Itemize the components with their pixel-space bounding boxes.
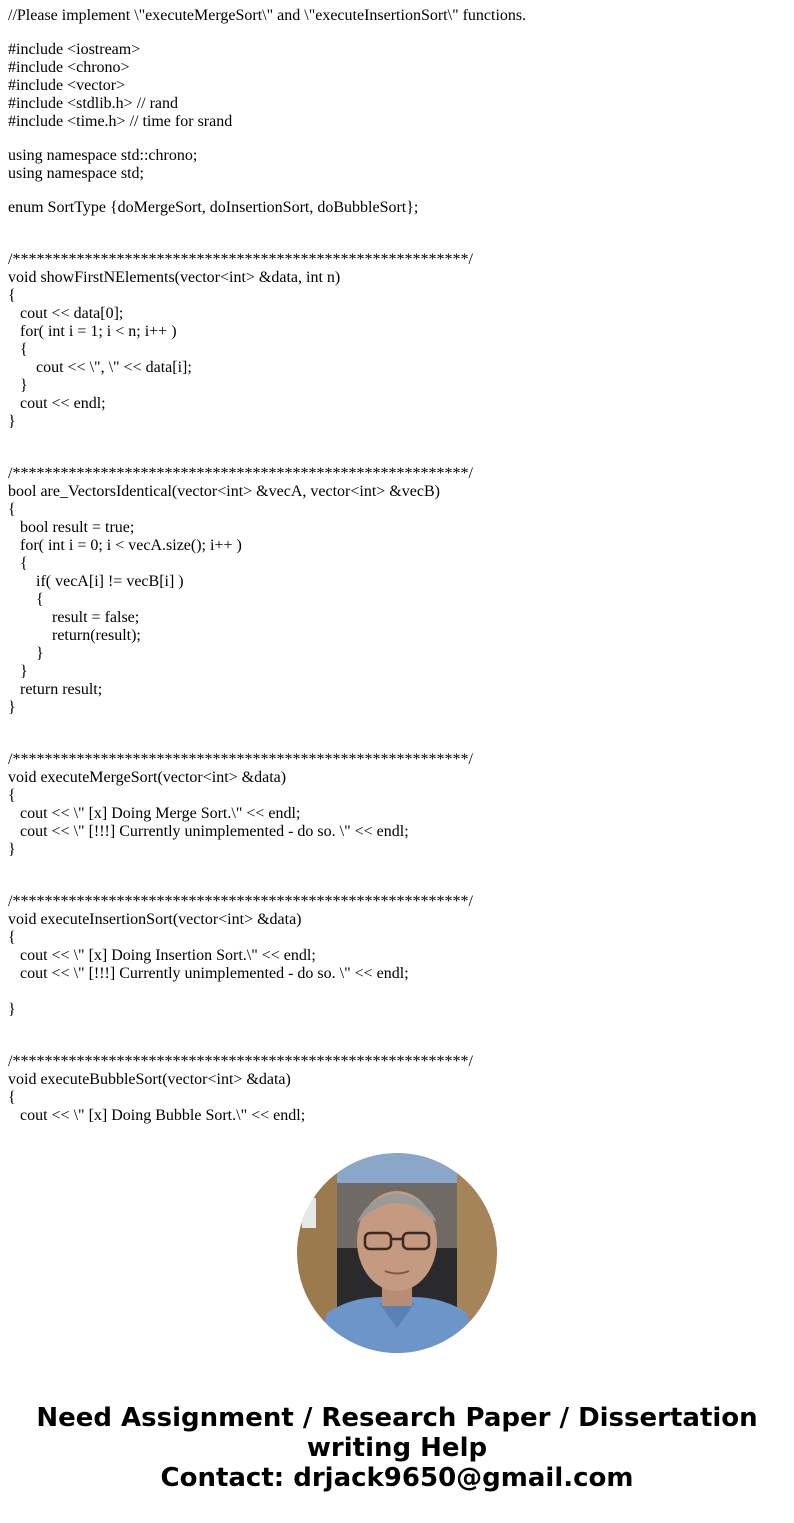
code-line: result = false; xyxy=(8,609,140,626)
code-line: cout << \" [!!!] Currently unimplemented - do so. \" << endl; xyxy=(8,965,409,982)
separator-line: /*********************************************************/ xyxy=(8,751,473,768)
code-document xyxy=(8,7,788,1125)
code-line: } xyxy=(8,699,16,716)
include-line: #include <stdlib.h> // rand xyxy=(8,95,179,112)
code-line: cout << endl; xyxy=(8,395,106,412)
code-line: { xyxy=(8,555,28,572)
code-line: bool are_VectorsIdentical(vector<int> &vecA, vector<int> &vecB) xyxy=(8,483,440,500)
code-line: { xyxy=(8,929,16,946)
portrait-image xyxy=(297,1153,497,1353)
code-line: void executeMergeSort(vector<int> &data) xyxy=(8,769,287,786)
contact-banner xyxy=(0,1403,794,1493)
separator-line: /*********************************************************/ xyxy=(8,465,473,482)
code-line: return result; xyxy=(8,681,103,698)
using-line: using namespace std::chrono; xyxy=(8,147,198,164)
code-line: for( int i = 0; i < vecA.size(); i++ ) xyxy=(8,537,242,554)
code-line: { xyxy=(8,341,28,358)
code-line: cout << data[0]; xyxy=(8,305,124,322)
separator-line: /*********************************************************/ xyxy=(8,251,473,268)
code-line: } xyxy=(8,1001,16,1018)
code-line: } xyxy=(8,841,16,858)
code-line: bool result = true; xyxy=(8,519,135,536)
enum-line: enum SortType {doMergeSort, doInsertionSort, doBubbleSort}; xyxy=(8,199,419,216)
code-line: { xyxy=(8,1089,16,1106)
code-line: cout << \" [x] Doing Merge Sort.\" << endl; xyxy=(8,805,301,822)
code-line: return(result); xyxy=(8,627,141,644)
include-line: #include <vector> xyxy=(8,77,126,94)
code-line: } xyxy=(8,377,28,394)
include-line: #include <time.h> // time for srand xyxy=(8,113,233,130)
code-line: void executeBubbleSort(vector<int> &data) xyxy=(8,1071,291,1088)
code-line: { xyxy=(8,501,16,518)
separator-line: /*********************************************************/ xyxy=(8,893,473,910)
code-line: for( int i = 1; i < n; i++ ) xyxy=(8,323,177,340)
code-line: { xyxy=(8,287,16,304)
header-comment: //Please implement \"executeMergeSort\" and \"executeInsertionSort\" functions. xyxy=(8,7,527,24)
code-line: void showFirstNElements(vector<int> &data, int n) xyxy=(8,269,341,286)
include-line: #include <iostream> xyxy=(8,41,141,58)
code-line: cout << \" [!!!] Currently unimplemented - do so. \" << endl; xyxy=(8,823,409,840)
code-line: cout << \" [x] Doing Bubble Sort.\" << endl; xyxy=(8,1107,306,1124)
separator-line: /*********************************************************/ xyxy=(8,1053,473,1070)
code-line: void executeInsertionSort(vector<int> &data) xyxy=(8,911,302,928)
banner-line: writing Help xyxy=(306,1433,488,1463)
code-line: { xyxy=(8,787,16,804)
code-line: cout << \", \" << data[i]; xyxy=(8,359,192,376)
code-line: if( vecA[i] != vecB[i] ) xyxy=(8,573,184,590)
include-line: #include <chrono> xyxy=(8,59,130,76)
contact-email: Contact: drjack9650@gmail.com xyxy=(160,1463,634,1493)
code-line: { xyxy=(8,591,44,608)
code-line: } xyxy=(8,413,16,430)
banner-line: Need Assignment / Research Paper / Dissertation xyxy=(36,1403,758,1433)
using-line: using namespace std; xyxy=(8,165,144,182)
code-line: } xyxy=(8,663,28,680)
code-line: cout << \" [x] Doing Insertion Sort.\" << endl; xyxy=(8,947,316,964)
avatar xyxy=(297,1153,497,1353)
code-line: } xyxy=(8,645,44,662)
